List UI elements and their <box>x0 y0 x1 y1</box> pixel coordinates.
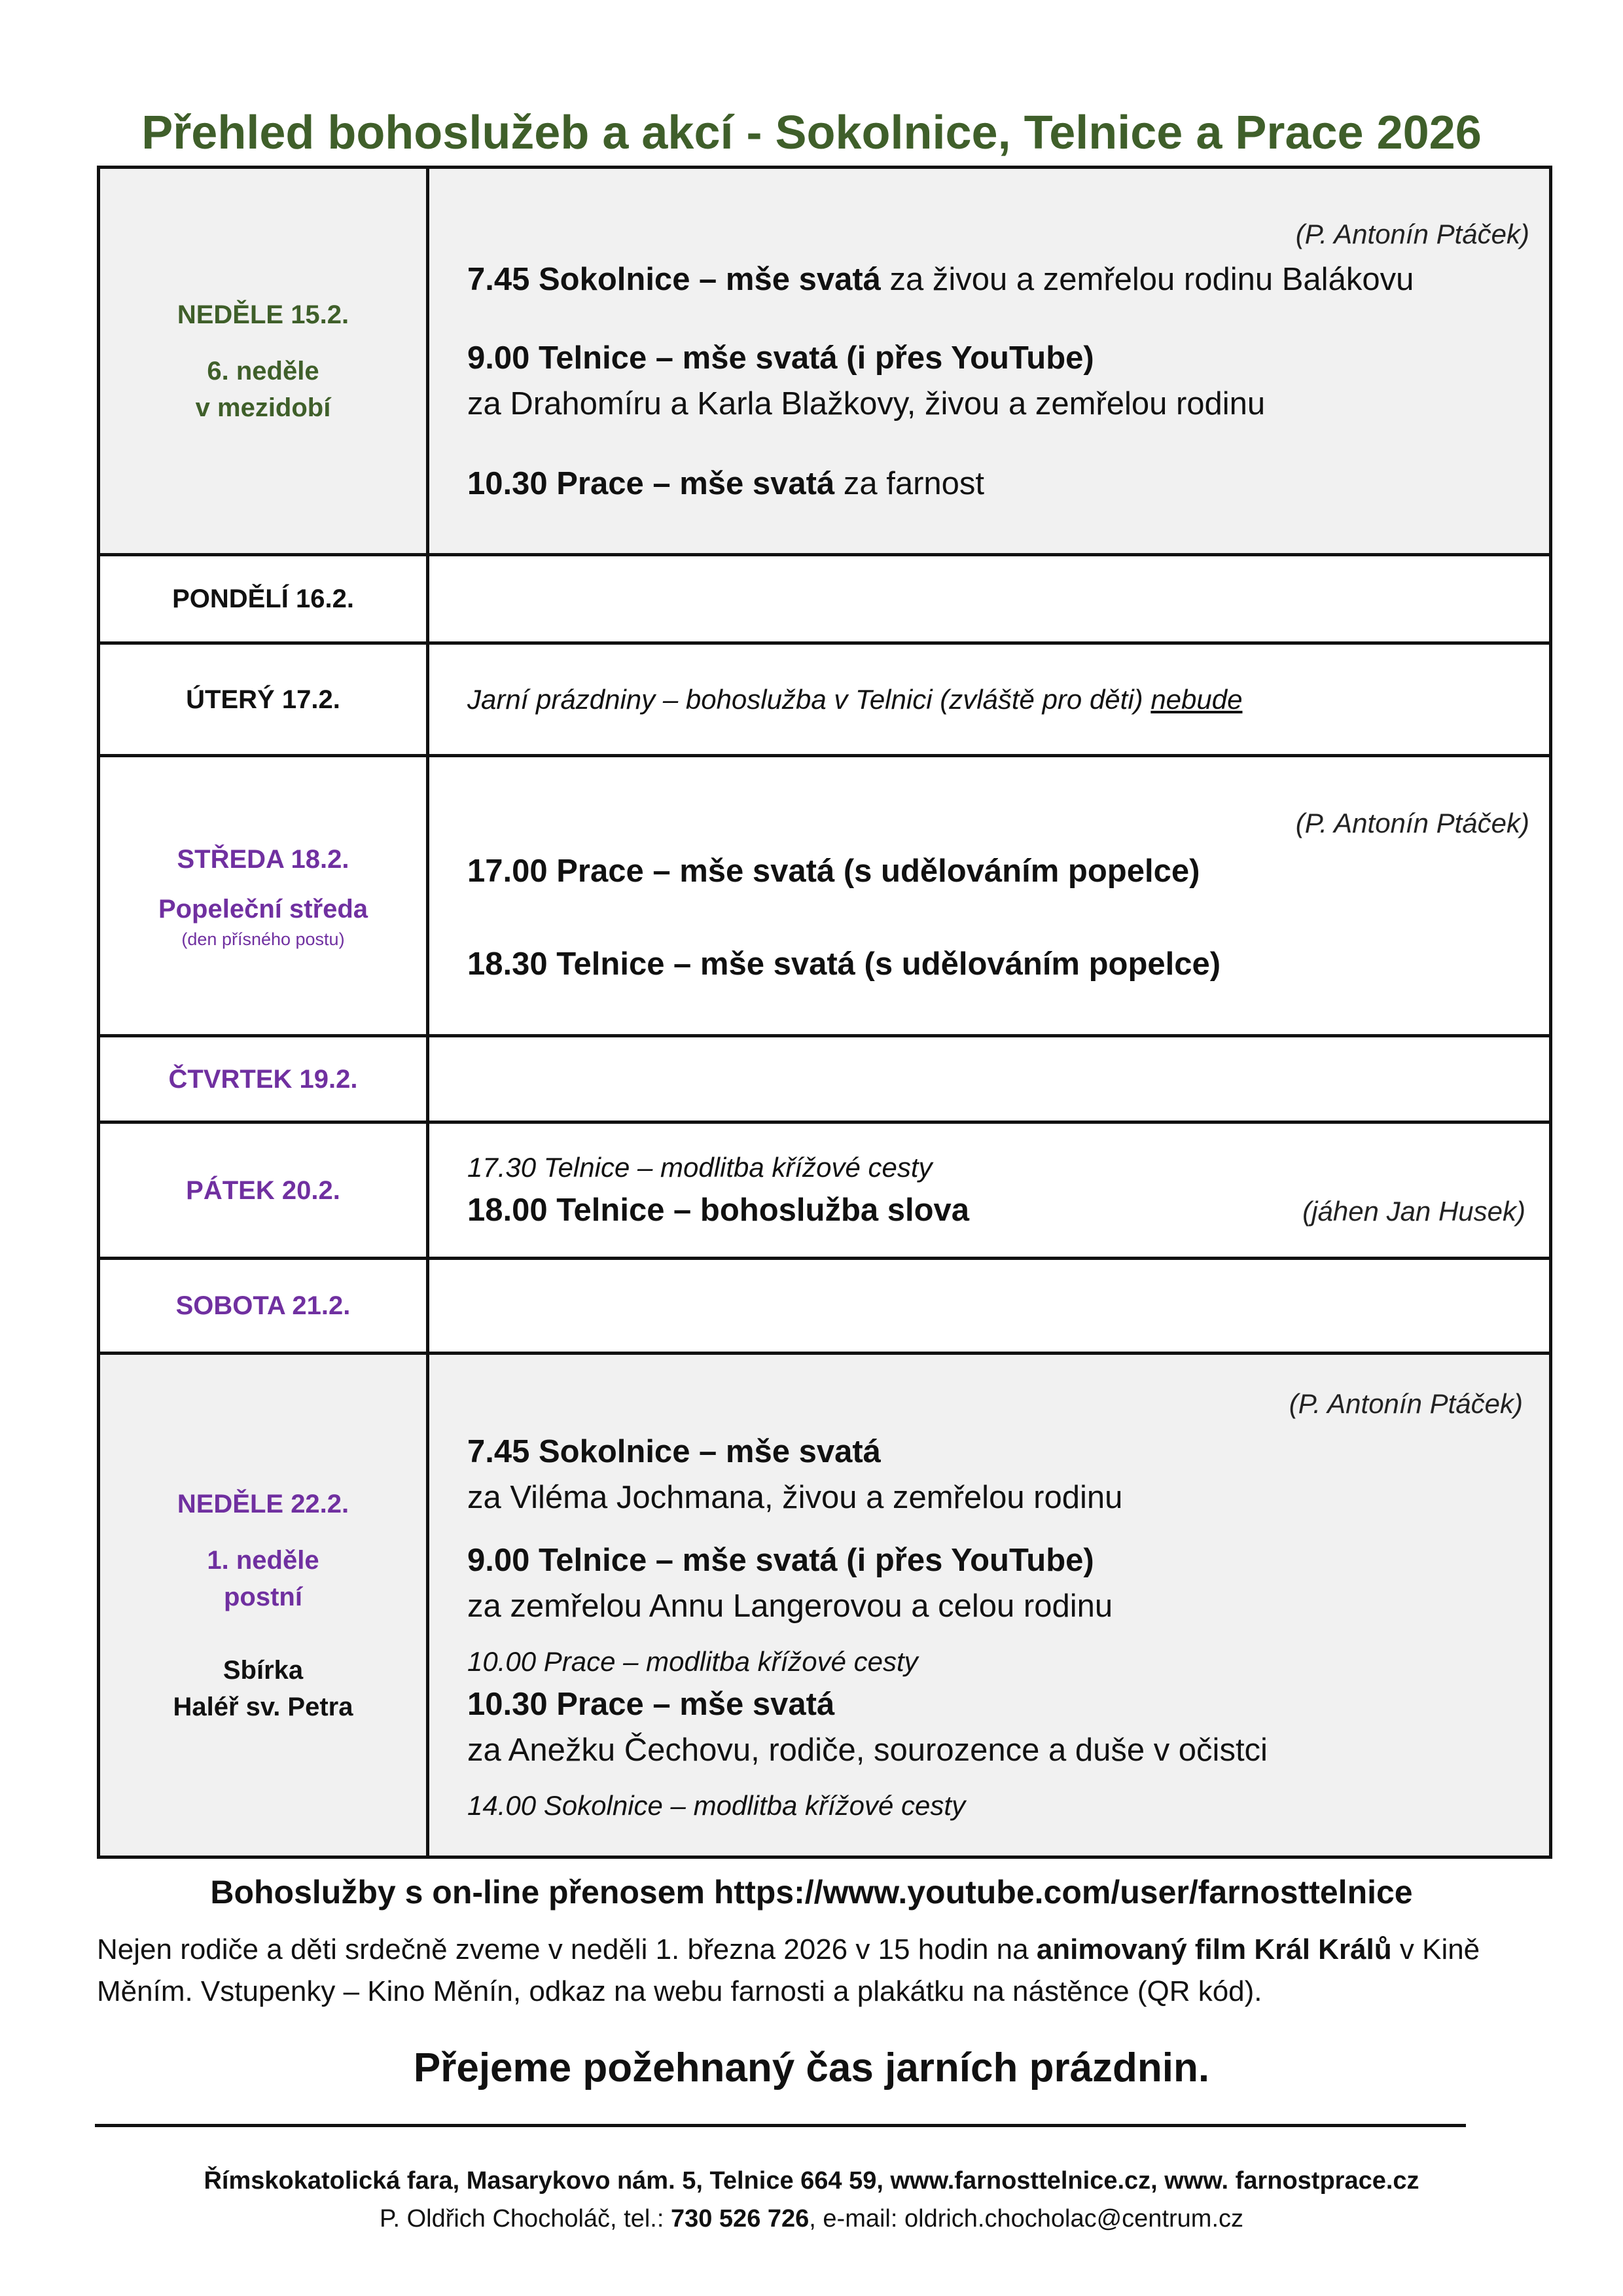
schedule-row-friday <box>99 1122 1551 1259</box>
event-title: 17.00 Prace – mše svatá (s udělováním popelce) <box>467 853 1200 889</box>
invitation-film: animovaný film Král Králů <box>1036 1933 1392 1965</box>
event-note: 17.30 Telnice – modlitba křížové cesty <box>467 1151 933 1183</box>
day-subtitle: postní <box>224 1582 302 1611</box>
event-note: 14.00 Sokolnice – modlitba křížové cesty <box>467 1789 966 1821</box>
event-title: 18.30 Telnice – mše svatá (s udělováním popelce) <box>467 946 1221 982</box>
note-text: Jarní prázdniny – bohoslužba v Telnici (zvláště pro děti) <box>467 683 1151 715</box>
day-cell <box>99 643 428 756</box>
day-name: STŘEDA 18.2. <box>177 844 349 874</box>
event-note: 10.00 Prace – modlitba křížové cesty <box>467 1645 918 1677</box>
day-subtitle: 1. neděle <box>207 1545 319 1575</box>
invitation-text: v Kině Měním. Vstupenky – Kino Měnín, odkaz na webu farnosti a plakátku na nástěnce (QR kód). <box>97 1933 1480 2007</box>
event-intention: za živou a zemřelou rodinu Balákovu <box>880 261 1414 297</box>
events-cell <box>428 1354 1551 1857</box>
day-subtitle: Popeleční středa <box>158 894 368 924</box>
day-name: ČTVRTEK 19.2. <box>168 1064 358 1094</box>
day-cell <box>99 1259 428 1354</box>
note-underlined: nebude <box>1150 683 1243 715</box>
footer-address: Římskokatolická fara, Masarykovo nám. 5, Telnice 664 59, www.farnosttelnice.cz, www. farnostprace.cz <box>204 2167 1419 2195</box>
event-title: 18.00 Telnice – bohoslužba slova <box>467 1192 970 1228</box>
day-cell <box>99 168 428 555</box>
contact-email: , e-mail: oldrich.chocholac@centrum.cz <box>809 2205 1243 2233</box>
priest-name: (P. Antonín Ptáček) <box>1289 1388 1523 1419</box>
day-name: PÁTEK 20.2. <box>186 1175 340 1205</box>
schedule-row-tuesday <box>99 643 1551 756</box>
schedule-row-sunday-22 <box>99 1354 1551 1857</box>
contact-name: P. Oldřich Chocholáč, tel.: <box>380 2205 671 2233</box>
schedule-row-saturday <box>99 1259 1551 1354</box>
day-name: NEDĚLE 15.2. <box>177 300 349 329</box>
event-intention: za Viléma Jochmana, živou a zemřelou rodinu <box>467 1479 1123 1515</box>
event-intention: za Drahomíru a Karla Blažkovy, živou a zemřelou rodinu <box>467 386 1266 422</box>
invitation-text: Nejen rodiče a děti srdečně zveme v neděli 1. března 2026 v 15 hodin na <box>97 1933 1037 1965</box>
priest-name: (P. Antonín Ptáček) <box>1295 807 1529 838</box>
priest-name: (jáhen Jan Husek) <box>1302 1195 1525 1227</box>
day-name: PONDĚLÍ 16.2. <box>172 584 354 613</box>
event-line <box>467 335 1529 381</box>
day-note: (den přísného postu) <box>181 929 345 949</box>
event-line <box>467 461 1529 507</box>
invitation-paragraph <box>97 1929 1552 2013</box>
events-cell <box>428 643 1551 756</box>
day-cell <box>99 756 428 1036</box>
collection-label: Sbírka <box>223 1655 304 1685</box>
day-subtitle: v mezidobí <box>195 393 331 422</box>
day-name: SOBOTA 21.2. <box>175 1291 351 1320</box>
event-intention: za farnost <box>834 465 985 501</box>
event-title: 7.45 Sokolnice – mše svatá <box>467 261 881 297</box>
day-subtitle: 6. neděle <box>207 356 319 386</box>
event-title: 10.30 Prace – mše svatá <box>467 1686 835 1722</box>
event-title: 10.30 Prace – mše svatá <box>467 465 835 501</box>
event-title: 7.45 Sokolnice – mše svatá <box>467 1433 881 1469</box>
schedule-table <box>97 166 1552 1859</box>
events-cell <box>428 555 1551 643</box>
page-title: Přehled bohoslužeb a akcí - Sokolnice, Telnice a Prace 2026 <box>141 107 1482 159</box>
day-cell <box>99 1036 428 1122</box>
schedule-row-wednesday <box>99 756 1551 1036</box>
schedule-row-monday <box>99 555 1551 643</box>
day-name: NEDĚLE 22.2. <box>177 1489 349 1518</box>
events-cell <box>428 1259 1551 1354</box>
event-note <box>467 680 1529 719</box>
events-cell <box>428 1122 1551 1259</box>
event-intention: za Anežku Čechovu, rodiče, sourozence a duše v očistci <box>467 1732 1268 1768</box>
day-cell <box>99 1122 428 1259</box>
greeting: Přejeme požehnaný čas jarních prázdnin. <box>413 2045 1210 2090</box>
event-line <box>467 257 1529 302</box>
contact-phone: 730 526 726 <box>670 2205 810 2233</box>
events-cell <box>428 756 1551 1036</box>
event-intention: za zemřelou Annu Langerovou a celou rodinu <box>467 1588 1113 1624</box>
day-cell <box>99 1354 428 1857</box>
schedule-row-thursday <box>99 1036 1551 1122</box>
event-line <box>467 1187 1529 1233</box>
events-cell <box>428 168 1551 555</box>
events-cell <box>428 1036 1551 1122</box>
schedule-row-sunday-15 <box>99 168 1551 555</box>
priest-name: (P. Antonín Ptáček) <box>1295 218 1529 249</box>
event-title: 9.00 Telnice – mše svatá (i přes YouTube) <box>467 340 1094 376</box>
footer-divider <box>95 2124 1466 2127</box>
day-name: ÚTERÝ 17.2. <box>186 685 340 714</box>
online-broadcast-line: Bohoslužby s on-line přenosem https://www.youtube.com/user/farnosttelnice <box>210 1874 1413 1910</box>
collection-name: Haléř sv. Petra <box>173 1692 353 1721</box>
event-title: 9.00 Telnice – mše svatá (i přes YouTube) <box>467 1542 1094 1578</box>
footer-contact <box>0 2200 1623 2237</box>
day-cell <box>99 555 428 643</box>
